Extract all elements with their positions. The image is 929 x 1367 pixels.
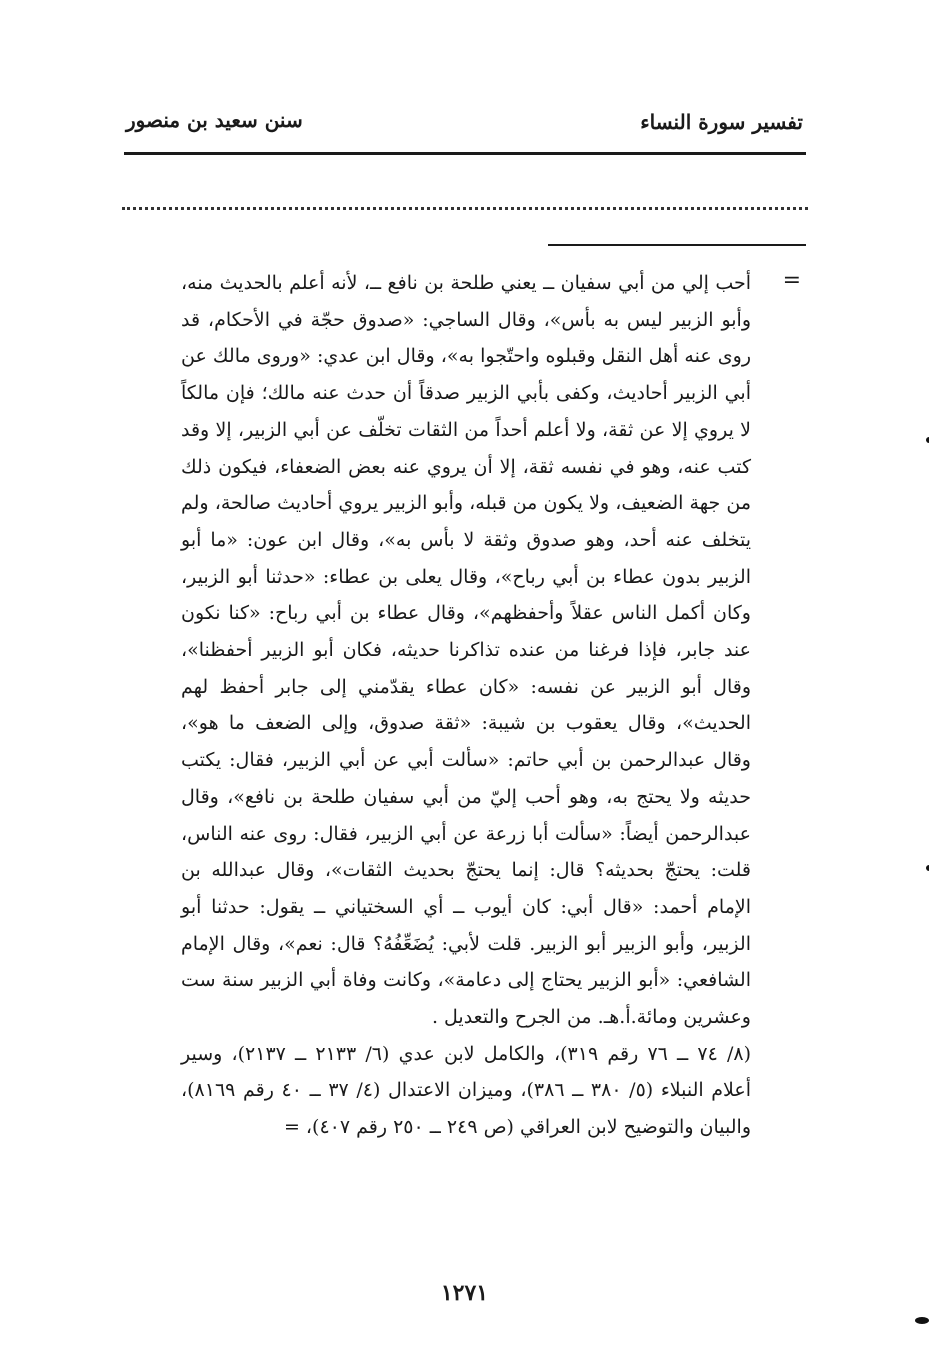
footnote-body [181,265,751,1146]
dotted-separator [122,207,808,210]
continuation-mark: = [782,268,801,293]
footnote-paragraph: (٨/ ٧٤ ــ ٧٦ رقم ٣١٩)، والكامل لابن عدي (٦/ ٢١٣٣ ــ ٢١٣٧)، وسير أعلام النبلاء (٥/ ٣٨٠ ــ ٣٨٦)، وميزان الاعتدال (٤/ ٣٧ ــ ٤٠ رقم ٨١٦٩)، والبيان والتوضيح لابن العراقي (ص ٢٤٩ ــ ٢٥٠ رقم ٤٠٧)، = [181,1042,752,1139]
footnote-paragraph: أحب إلي من أبي سفيان ــ يعني طلحة بن نافع ــ، لأنه أعلم بالحديث منه، وأبو الزبير ليس به بأس»، وقال الساجي: «صدوق حجّة في الأحكام، قد روى عنه أهل النقل وقبلوه واحتّجوا به»، وقال ابن عدي: «وروى مالك عن أبي الزبير أحاديث، وكفى بأبي الزبير صدقاً أن حدث عنه مالك؛ فإن مالكاً لا يروي إلا عن ثقة، ولا أعلم أحداً من الثقات تخلّف عن أبي الزبير، إلا وقد كتب عنه، وهو في نفسه ثقة، إلا أن يروي عنه بعض الضعفاء، فيكون ذلك من جهة الضعيف، ولا يكون من قبله، وأبو الزبير يروي أحاديث صالحة، ولم يتخلف عنه أحد، وهو صدوق وثقة لا بأس به»، وقال ابن عون: «ما أبو الزبير بدون عطاء بن أبي رباح»، وقال يعلى بن عطاء: «حدثنا أبو الزبير، وكان أكمل الناس عقلاً وأحفظهم»، وقال عطاء بن أبي رباح: «كنا نكون عند جابر، فإذا فرغنا من عنده تذاكرنا حديثه، فكان أبو الزبير أحفظنا»، وقال أبو الزبير عن نفسه: «كان عطاء يقدّمني إلى جابر أحفظ لهم الحديث»، وقال يعقوب بن شيبة: «ثقة صدوق، وإلى الضعف ما هو»، وقال عبدالرحمن بن أبي حاتم: «سألت أبي عن أبي الزبير، فقال: يكتب حديثه ولا يحتج به، وهو أحب إليّ من أبي سفيان طلحة بن نافع»، وقال عبدالرحمن أيضاً: «سألت أبا زرعة عن أبي الزبير، فقال: روى عنه الناس، قلت: يحتجّ بحديثه؟ قال: إنما يحتجّ بحديث الثقات»، وقال عبدالله بن الإمام أحمد: «قال أبي: كان أيوب ــ أي السختياني ــ يقول: حدثنا أبو الزبير، وأبو الزبير أبو الزبير. قلت لأبي: يُضَعِّفُهُ؟ قال: نعم»، وقال الإمام الشافعي: «أبو الزبير يحتاج إلى دعامة»، وكانت وفاة أبي الزبير سنة ست وعشرين ومائة.أ.هـ. من الجرح والتعديل . [181,272,751,1029]
running-header-right: تفسير سورة النساء [640,110,803,134]
page-number: ١٢٧١ [440,1280,489,1306]
footnote-rule [548,244,806,246]
running-header-left: سنن سعيد بن منصور [126,108,303,132]
header-rule [124,152,806,155]
scan-speck [915,1317,929,1324]
